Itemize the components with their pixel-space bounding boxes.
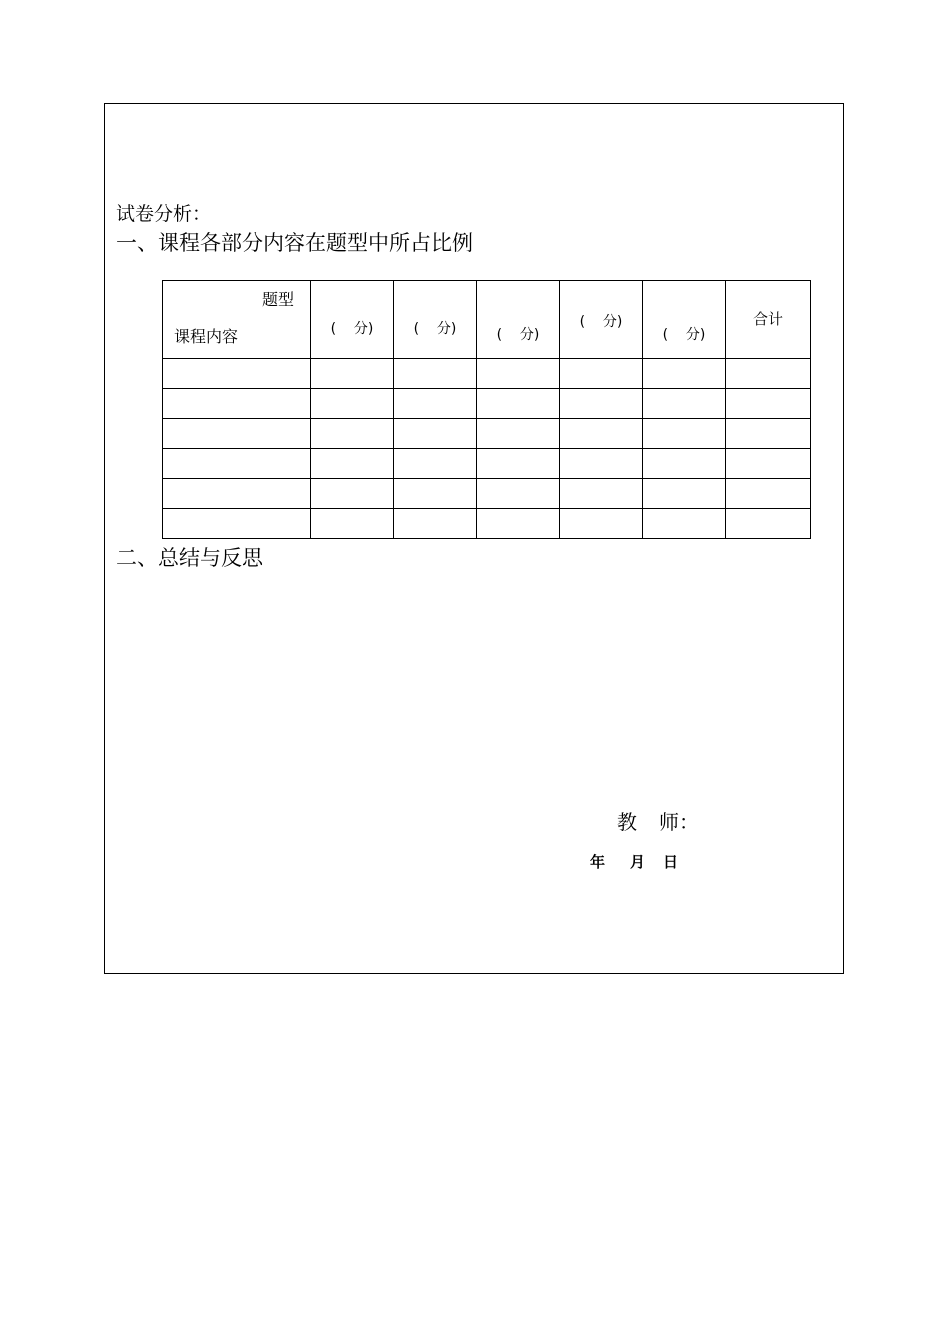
year-label: 年 [590, 853, 606, 871]
table-cell[interactable] [726, 509, 811, 539]
teacher-label-part1: 教 [617, 810, 637, 834]
table-cell[interactable] [726, 449, 811, 479]
score-header: ( 分) [330, 321, 374, 337]
table-cell[interactable] [311, 449, 394, 479]
table-cell[interactable] [726, 419, 811, 449]
table-cell[interactable] [477, 449, 560, 479]
table-row [163, 509, 811, 539]
date-line [590, 855, 678, 870]
table-header-row [163, 281, 811, 359]
table-cell[interactable] [643, 389, 726, 419]
section-heading-reflection: 二、总结与反思 [116, 546, 263, 570]
month-label: 月 [630, 853, 646, 871]
table-cell[interactable] [560, 479, 643, 509]
total-header-cell [726, 281, 811, 359]
course-content-label: 课程内容 [174, 327, 239, 346]
table-cell[interactable] [477, 509, 560, 539]
table-cell[interactable] [643, 479, 726, 509]
score-header: ( 分) [662, 327, 706, 343]
table-cell[interactable] [560, 449, 643, 479]
section-heading-proportion: 一、课程各部分内容在题型中所占比例 [116, 231, 473, 255]
table-cell[interactable] [643, 509, 726, 539]
table-cell[interactable] [311, 419, 394, 449]
table-cell[interactable] [311, 509, 394, 539]
table-cell[interactable] [311, 389, 394, 419]
table-cell[interactable] [560, 389, 643, 419]
score-header-cell [560, 281, 643, 359]
table-cell[interactable] [643, 449, 726, 479]
table-cell[interactable] [394, 389, 477, 419]
table-row [163, 479, 811, 509]
table-cell[interactable] [311, 359, 394, 389]
teacher-label-part2: 师： [659, 810, 699, 834]
table-cell[interactable] [560, 359, 643, 389]
table-row [163, 389, 811, 419]
table-cell[interactable] [163, 419, 311, 449]
score-header: ( 分) [413, 321, 457, 337]
score-header-cell [643, 281, 726, 359]
score-header: ( 分) [496, 327, 540, 343]
table-cell[interactable] [726, 359, 811, 389]
table-cell[interactable] [477, 359, 560, 389]
table-cell[interactable] [643, 419, 726, 449]
table-row [163, 359, 811, 389]
table-cell[interactable] [726, 479, 811, 509]
table-cell[interactable] [726, 389, 811, 419]
score-header-cell [394, 281, 477, 359]
table-row [163, 449, 811, 479]
table-cell[interactable] [163, 389, 311, 419]
table-row [163, 419, 811, 449]
table-cell[interactable] [477, 389, 560, 419]
analysis-title: 试卷分析： [116, 203, 212, 225]
table-cell[interactable] [394, 449, 477, 479]
total-header: 合计 [752, 310, 783, 328]
table-cell[interactable] [163, 359, 311, 389]
score-header-cell [311, 281, 394, 359]
table-cell[interactable] [394, 509, 477, 539]
table-cell[interactable] [477, 419, 560, 449]
proportion-table [162, 280, 811, 539]
table-cell[interactable] [394, 359, 477, 389]
table-cell[interactable] [560, 419, 643, 449]
table-cell[interactable] [163, 449, 311, 479]
score-header-cell [477, 281, 560, 359]
table-cell[interactable] [643, 359, 726, 389]
teacher-signature-line [617, 812, 699, 832]
table-cell[interactable] [163, 509, 311, 539]
table-cell[interactable] [394, 419, 477, 449]
score-header: ( 分) [579, 314, 623, 330]
table-cell[interactable] [394, 479, 477, 509]
day-label: 日 [663, 853, 679, 871]
corner-header-cell [163, 281, 311, 359]
question-type-label: 题型 [261, 290, 294, 309]
table-cell[interactable] [311, 479, 394, 509]
table-cell[interactable] [560, 509, 643, 539]
table-cell[interactable] [477, 479, 560, 509]
table-cell[interactable] [163, 479, 311, 509]
